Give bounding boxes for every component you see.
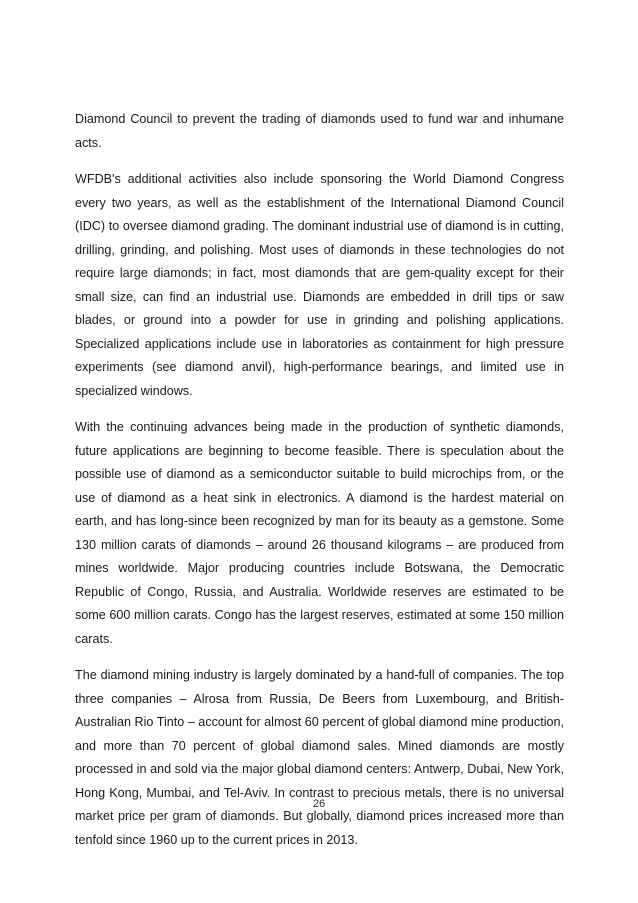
paragraph-4: The diamond mining industry is largely dominated by a hand-full of companies. The top three companies – Alrosa from Russia, De Beers from Luxembourg, and British-Australian Rio Tinto – account for almost 60 percent of global diamond mine production, and more than 70 percent of global diamond sales. Mined diamonds are mostly processed in and sold via the major global diamond centers: Antwerp, Dubai, New York, Hong Kong, Mumbai, and Tel-Aviv. In contrast to precious metals, there is no universal market price per gram of diamonds. But globally, diamond prices increased more than tenfold since 1960 up to the current prices in 2013. <box>75 668 564 847</box>
body-text <box>75 108 564 865</box>
paragraph-1: Diamond Council to prevent the trading of diamonds used to fund war and inhumane acts. <box>75 112 564 150</box>
paragraph-2: WFDB's additional activities also include sponsoring the World Diamond Congress every two years, as well as the establishment of the International Diamond Council (IDC) to oversee diamond grading. The dominant industrial use of diamond is in cutting, drilling, grinding, and polishing. Most uses of diamonds in these technologies do not require large diamonds; in fact, most diamonds that are gem-quality except for their small size, can find an industrial use. Diamonds are embedded in drill tips or saw blades, or ground into a powder for use in grinding and polishing applications. Specialized applications include use in laboratories as containment for high pressure experiments (see diamond anvil), high-performance bearings, and limited use in specialized windows. <box>75 172 564 398</box>
paragraph-3: With the continuing advances being made in the production of synthetic diamonds, future applications are beginning to become feasible. There is speculation about the possible use of diamond as a semiconductor suitable to build microchips from, or the use of diamond as a heat sink in electronics. A diamond is the hardest material on earth, and has long-since been recognized by man for its beauty as a gemstone. Some 130 million carats of diamonds – around 26 thousand kilograms – are produced from mines worldwide. Major producing countries include Botswana, the Democratic Republic of Congo, Russia, and Australia. Worldwide reserves are estimated to be some 600 million carats. Congo has the largest reserves, estimated at some 150 million carats. <box>75 420 564 646</box>
page-number: 26 <box>312 798 326 810</box>
